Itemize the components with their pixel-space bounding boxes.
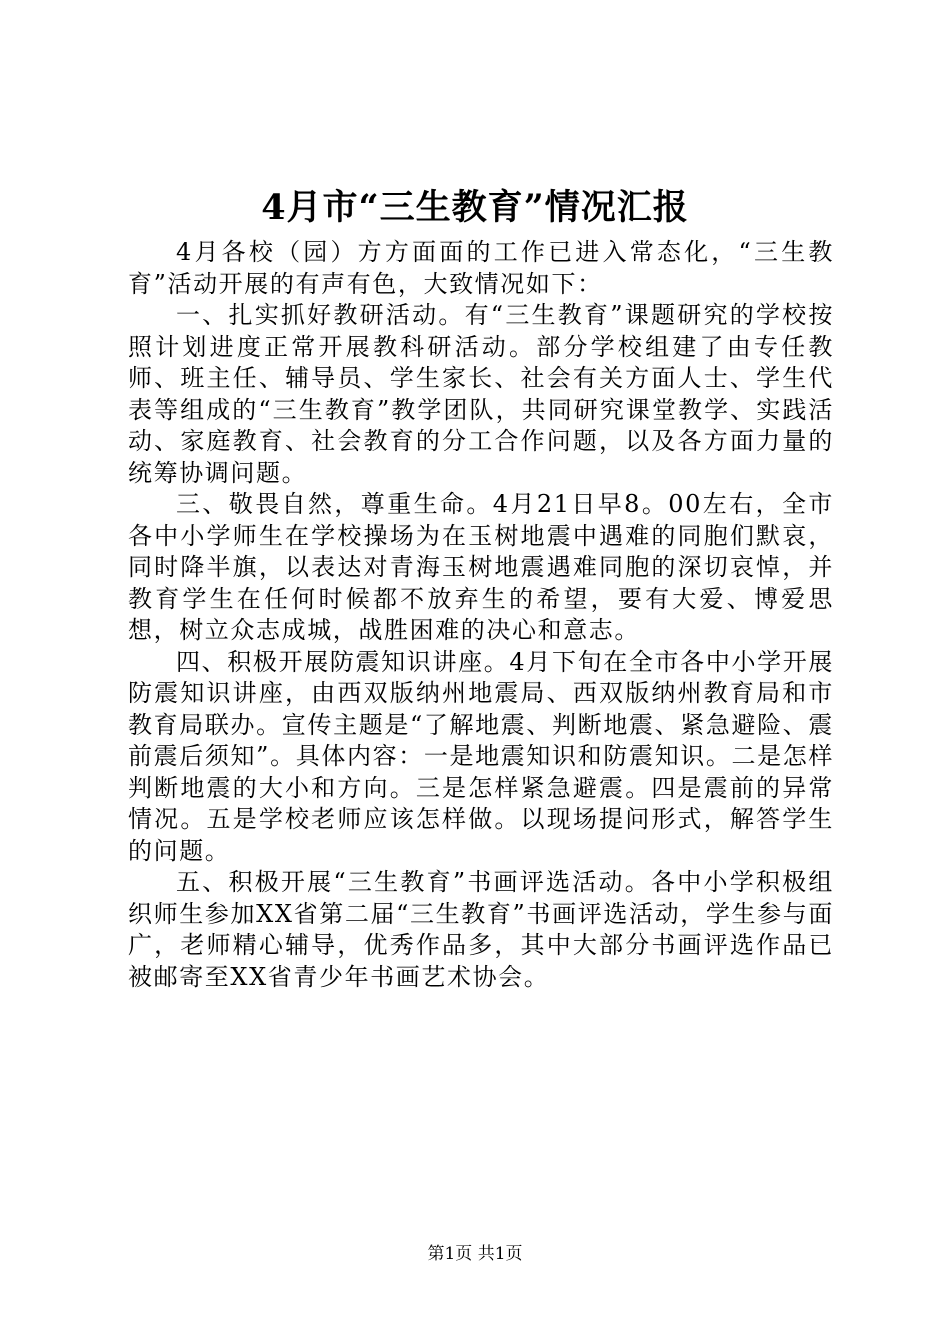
document-body <box>128 237 834 993</box>
paragraph-section-1: 一、扎实抓好教研活动。有“三生教育”课题研究的学校按照计划进度正常开展教科研活动。部分学校组建了由专任教师、班主任、辅导员、学生家长、社会有关方面人士、学生代表等组成的“三生教育”教学团队，共同研究课堂教学、实践活动、家庭教育、社会教育的分工合作问题，以及各方面力量的统筹协调问题。 <box>128 301 834 487</box>
paragraph-section-3: 三、敬畏自然，尊重生命。4月21日早8。00左右，全市各中小学师生在学校操场为在玉树地震中遇难的同胞们默哀，同时降半旗，以表达对青海玉树地震遇难同胞的深切哀悼，并教育学生在任何时候都不放弃生的希望，要有大爱、博爱思想，树立众志成城，战胜困难的决心和意志。 <box>128 490 834 644</box>
document-title: 4月市“三生教育”情况汇报 <box>261 187 689 228</box>
paragraph-intro: 4月各校（园）方方面面的工作已进入常态化，“三生教育”活动开展的有声有色，大致情况如下： <box>128 238 834 298</box>
page-number-footer: 第1页 共1页 <box>427 1244 523 1264</box>
paragraph-section-4: 四、积极开展防震知识讲座。4月下旬在全市各中小学开展防震知识讲座，由西双版纳州地震局、西双版纳州教育局和市教育局联办。宣传主题是“了解地震、判断地震、紧急避险、震前震后须知”。具体内容：一是地震知识和防震知识。二是怎样判断地震的大小和方向。三是怎样紧急避震。四是震前的异常情况。五是学校老师应该怎样做。以现场提问形式，解答学生的问题。 <box>128 647 834 865</box>
paragraph-section-5: 五、积极开展“三生教育”书画评选活动。各中小学积极组织师生参加XX省第二届“三生教育”书画评选活动，学生参与面广，老师精心辅导，优秀作品多，其中大部分书画评选作品已被邮寄至XX省青少年书画艺术协会。 <box>128 868 834 991</box>
